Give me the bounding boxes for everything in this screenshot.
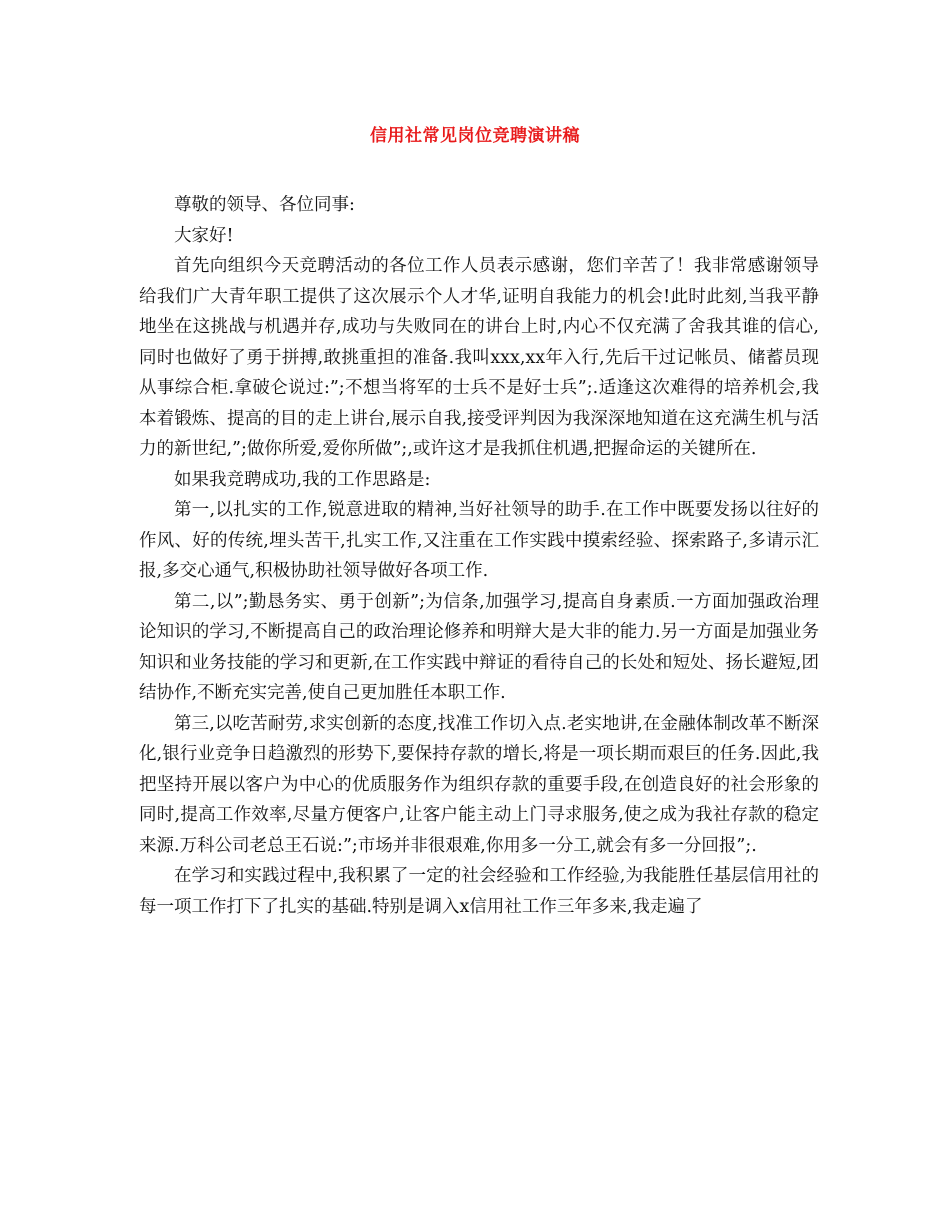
intro-paragraph: 首先向组织今天竞聘活动的各位工作人员表示感谢，您们辛苦了！我非常感谢领导给我们广大青年职工提供了这次展示个人才华,证明自我能力的机会!此时此刻,当我平静地坐在这挑战与机遇并存,成功与失败同在的讲台上时,内心不仅充满了舍我其谁的信心,同时也做好了勇于拼搏,敢挑重担的准备.我叫xxx,xx年入行,先后干过记帐员、储蓄员现从事综合柜.拿破仑说过:”;不想当将军的士兵不是好士兵”;.适逢这次难得的培养机会,我本着锻炼、提高的目的走上讲台,展示自我,接受评判因为我深深地知道在这充满生机与活力的新世纪,”;做你所爱,爱你所做”;,或许这才是我抓住机遇,把握命运的关键所在. <box>139 256 819 459</box>
experience-paragraph: 在学习和实践过程中,我积累了一定的社会经验和工作经验,为我能胜任基层信用社的每一项工作打下了扎实的基础.特别是调入x信用社工作三年多来,我走遍了 <box>139 866 819 917</box>
greeting-paragraph: 尊敬的领导、各位同事: <box>174 195 355 215</box>
point-three-paragraph: 第三,以吃苦耐劳,求实创新的态度,找准工作切入点.老实地讲,在金融体制改革不断深化,银行业竞争日趋激烈的形势下,要保持存款的增长,将是一项长期而艰巨的任务.因此,我把坚持开展以客户为中心的优质服务作为组织存款的重要手段,在创造良好的社会形象的同时,提高工作效率,尽量方便客户,让客户能主动上门寻求服务,使之成为我社存款的稳定来源.万科公司老总王石说:”;市场并非很艰难,你用多一分工,就会有多一分回报”;. <box>139 713 819 856</box>
salutation-paragraph: 大家好! <box>174 225 234 246</box>
point-two-paragraph: 第二,以”;勤恳务实、勇于创新”;为信条,加强学习,提高自身素质.一方面加强政治理论知识的学习,不断提高自己的政治理论修养和明辩大是大非的能力.另一方面是加强业务知识和业务技能的学习和更新,在工作实践中辩证的看待自己的长处和短处、扬长避短,团结协作,不断充实完善,使自己更加胜任本职工作. <box>139 591 819 703</box>
plan-heading-paragraph: 如果我竞聘成功,我的工作思路是: <box>174 469 431 490</box>
document-body <box>139 190 819 922</box>
document-title: 信用社常见岗位竞聘演讲稿 <box>370 126 580 146</box>
point-one-paragraph: 第一,以扎实的工作,锐意进取的精神,当好社领导的助手.在工作中既要发扬以往好的作风、好的传统,埋头苦干,扎实工作,又注重在工作实践中摸索经验、探索路子,多请示汇报,多交心通气,积极协助社领导做好各项工作. <box>139 500 819 581</box>
